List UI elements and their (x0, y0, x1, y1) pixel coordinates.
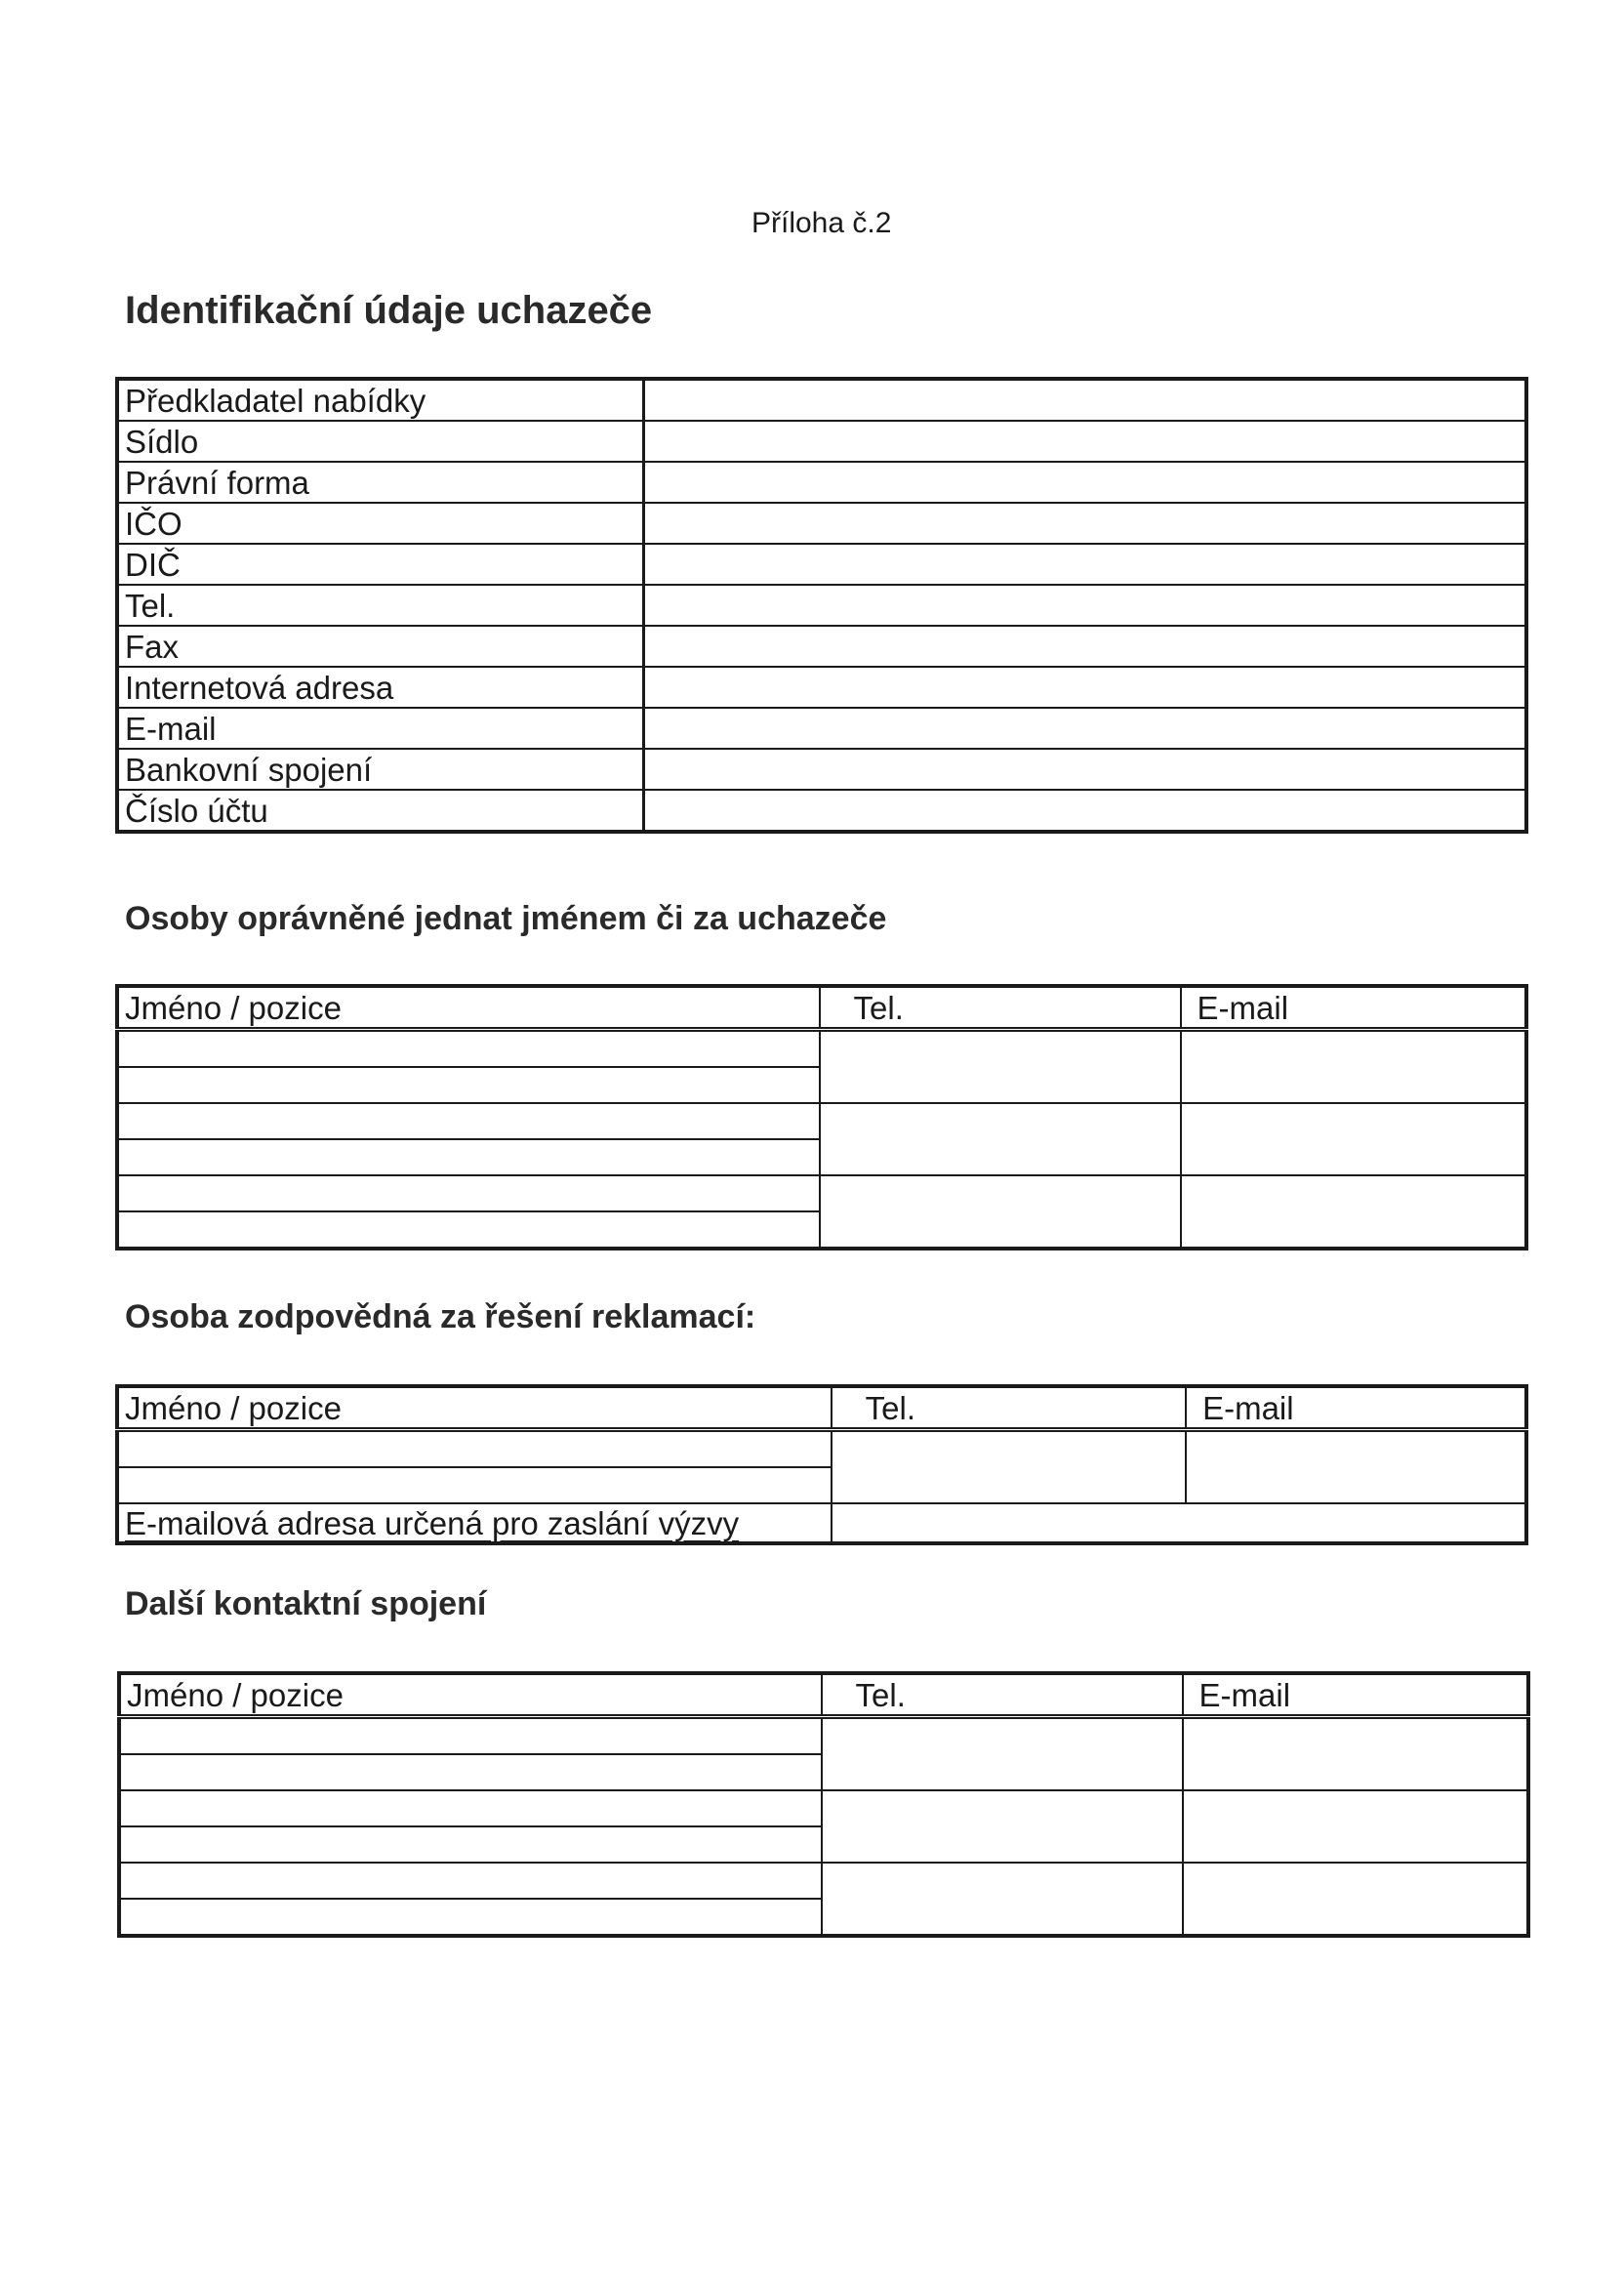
field-value[interactable] (644, 708, 1527, 749)
field-label: DIČ (117, 544, 644, 585)
field-value[interactable] (644, 503, 1527, 544)
column-header-name: Jméno / pozice (117, 1386, 832, 1430)
invitation-email-label: E-mailová adresa určená pro zaslání výzvy (117, 1503, 832, 1543)
column-header-name: Jméno / pozice (117, 986, 820, 1030)
field-label: E-mail (117, 708, 644, 749)
field-label: Tel. (117, 585, 644, 626)
position-cell[interactable] (117, 1067, 820, 1103)
table-row (119, 1790, 1528, 1826)
table-row (117, 1503, 1526, 1543)
field-label: Sídlo (117, 421, 644, 462)
email-cell[interactable] (1183, 1790, 1528, 1863)
table-row (117, 708, 1526, 749)
column-header-tel: Tel. (832, 1386, 1186, 1430)
field-label: Číslo účtu (117, 790, 644, 832)
field-label: Právní forma (117, 462, 644, 503)
tel-cell[interactable] (832, 1430, 1186, 1504)
field-label: Bankovní spojení (117, 749, 644, 790)
email-cell[interactable] (1186, 1430, 1526, 1504)
field-label: IČO (117, 503, 644, 544)
column-header-tel: Tel. (820, 986, 1181, 1030)
name-cell[interactable] (117, 1103, 820, 1139)
table-row (117, 1430, 1526, 1468)
tel-cell[interactable] (822, 1863, 1183, 1936)
email-cell[interactable] (1181, 1103, 1526, 1175)
name-cell[interactable] (119, 1863, 822, 1899)
table-row (117, 749, 1526, 790)
table-header-row (117, 986, 1526, 1030)
field-value[interactable] (644, 749, 1527, 790)
name-cell[interactable] (119, 1790, 822, 1826)
name-cell[interactable] (117, 1030, 820, 1068)
email-cell[interactable] (1181, 1175, 1526, 1249)
persons-table (115, 984, 1528, 1250)
table-header-row (119, 1673, 1528, 1717)
field-label: Fax (117, 626, 644, 667)
email-cell[interactable] (1183, 1717, 1528, 1791)
table-row (117, 667, 1526, 708)
position-cell[interactable] (117, 1467, 832, 1503)
table-row (117, 626, 1526, 667)
field-value[interactable] (644, 667, 1527, 708)
field-value[interactable] (644, 626, 1527, 667)
table-row (117, 1103, 1526, 1139)
page-title: Identifikační údaje uchazeče (125, 289, 653, 332)
position-cell[interactable] (117, 1139, 820, 1175)
position-cell[interactable] (117, 1211, 820, 1249)
column-header-tel: Tel. (822, 1673, 1183, 1717)
table-row (117, 585, 1526, 626)
column-header-email: E-mail (1186, 1386, 1526, 1430)
email-cell[interactable] (1181, 1030, 1526, 1104)
table-row (117, 544, 1526, 585)
table-header-row (117, 1386, 1526, 1430)
section-heading-complaints: Osoba zodpovědná za řešení reklamací: (125, 1298, 756, 1335)
field-value[interactable] (644, 790, 1527, 832)
tel-cell[interactable] (822, 1717, 1183, 1791)
identification-table (115, 377, 1528, 834)
table-row (117, 462, 1526, 503)
section-heading-other: Další kontaktní spojení (125, 1585, 487, 1622)
field-value[interactable] (644, 462, 1527, 503)
column-header-email: E-mail (1181, 986, 1526, 1030)
tel-cell[interactable] (820, 1175, 1181, 1249)
table-row (117, 1175, 1526, 1211)
tel-cell[interactable] (820, 1030, 1181, 1104)
position-cell[interactable] (119, 1754, 822, 1790)
table-row (119, 1717, 1528, 1755)
field-value[interactable] (644, 585, 1527, 626)
field-value[interactable] (644, 544, 1527, 585)
section-heading-persons: Osoby oprávněné jednat jménem či za uchazeče (125, 900, 887, 937)
table-row (117, 790, 1526, 832)
table-row (117, 503, 1526, 544)
position-cell[interactable] (119, 1826, 822, 1863)
tel-cell[interactable] (822, 1790, 1183, 1863)
other-contacts-table (117, 1671, 1530, 1938)
email-cell[interactable] (1183, 1863, 1528, 1936)
complaints-table (115, 1384, 1528, 1545)
invitation-email-value[interactable] (832, 1503, 1526, 1543)
field-label: Předkladatel nabídky (117, 379, 644, 421)
field-value[interactable] (644, 421, 1527, 462)
column-header-name: Jméno / pozice (119, 1673, 822, 1717)
field-value[interactable] (644, 379, 1527, 421)
column-header-email: E-mail (1183, 1673, 1528, 1717)
annex-label: Příloha č.2 (751, 207, 892, 239)
position-cell[interactable] (119, 1899, 822, 1936)
table-row (117, 1030, 1526, 1068)
name-cell[interactable] (119, 1717, 822, 1755)
table-row (117, 421, 1526, 462)
table-row (119, 1863, 1528, 1899)
table-row (117, 379, 1526, 421)
tel-cell[interactable] (820, 1103, 1181, 1175)
name-cell[interactable] (117, 1430, 832, 1468)
name-cell[interactable] (117, 1175, 820, 1211)
field-label: Internetová adresa (117, 667, 644, 708)
